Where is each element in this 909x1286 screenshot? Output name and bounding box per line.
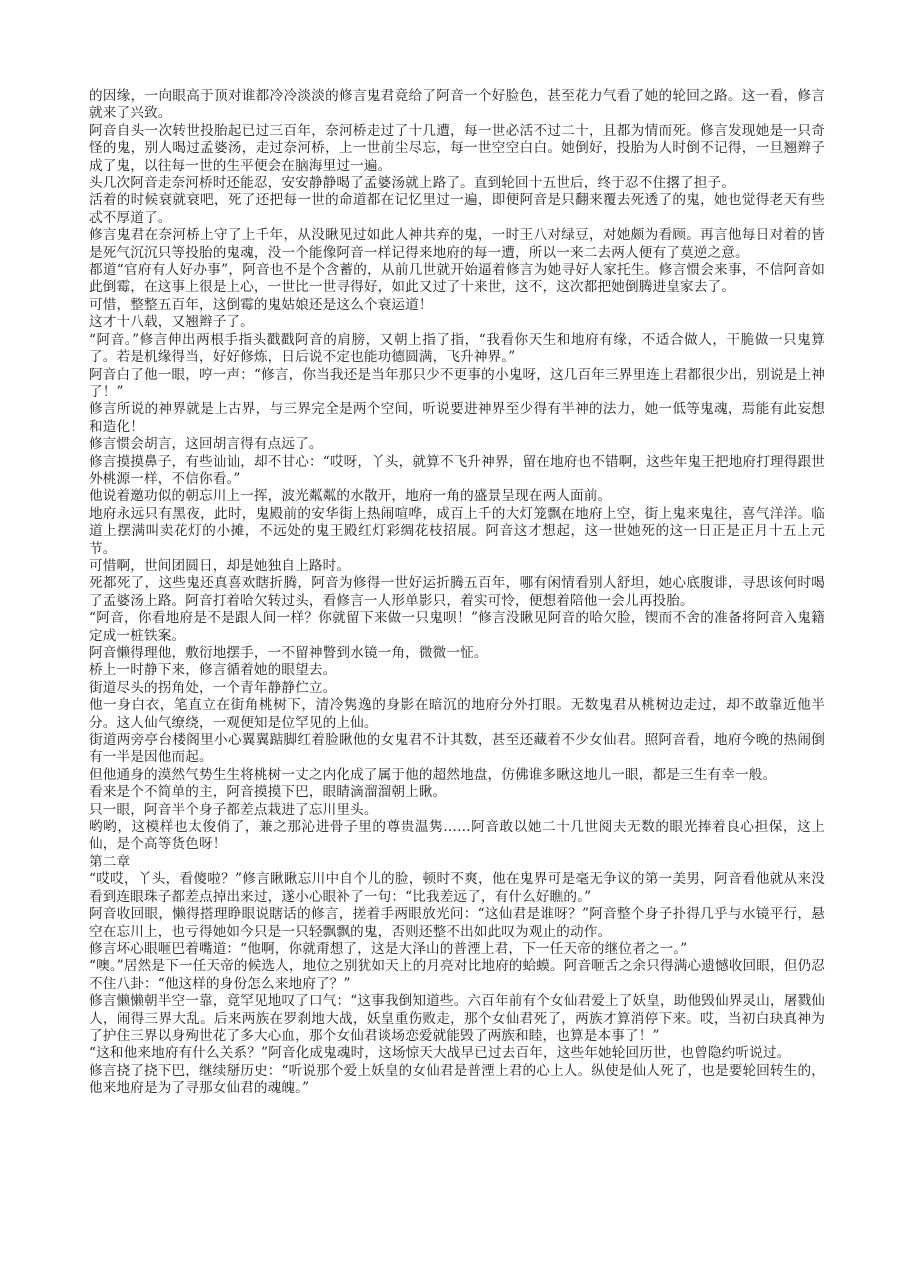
paragraph: 修言坏心眼咂巴着嘴道：“他啊，你就甭想了，这是大泽山的普湮上君，下一任天帝的继位者之一。” bbox=[89, 940, 688, 957]
paragraph: “阿音。”修言伸出两根手指头戳戳阿音的肩膀，又朝上指了指，“我看你天生和地府有缘，不适合做人，干脆做一只鬼算了。若是机缘得当，好好修炼，日后说不定也能功德圆满，飞升神界。” bbox=[89, 331, 825, 366]
paragraph: 修言鬼君在奈河桥上守了上千年，从没瞅见过如此人神共弃的鬼，一时王八对绿豆，对她颇为看顾。再言他每日对着的皆是死气沉沉只等投胎的鬼魂，没一个能像阿音一样记得来地府的每一遭，所以一来二去两人便有了莫逆之意。 bbox=[89, 227, 825, 261]
paragraph: 可惜，整整五百年，这倒霉的鬼姑娘还是这么个衰运道！ bbox=[89, 296, 433, 313]
paragraph: 街道两旁亭台楼阁里小心翼翼踮脚红着脸瞅他的女鬼君不计其数，甚至还藏着不少女仙君。照阿音看，地府今晚的热闹倒有一半是因他而起。 bbox=[89, 732, 825, 766]
document-body bbox=[89, 88, 825, 1098]
paragraph: 阿音自头一次转世投胎起已过三百年，奈河桥走过了十几遭，每一世必活不过二十，且都为情而死。修言发现她是一只奇怪的鬼，别人喝过孟婆汤，走过奈河桥，上一世前尘尽忘，每一世空空白白。她倒好，投胎为人时倒不记得，一旦翘辫子成了鬼，以往每一世的生平便会在脑海里过一遍。 bbox=[89, 122, 825, 174]
paragraph: 街道尽头的拐角处，一个青年静静伫立。 bbox=[89, 679, 337, 696]
paragraph: 死都死了，这些鬼还真喜欢瞎折腾，阿音为修得一世好运折腾五百年，哪有闲情看别人舒坦，她心底腹诽，寻思该何时喝了孟婆汤上路。阿音打着哈欠转过头，看修言一人形单影只，着实可怜，便想着陪他一会儿再投胎。 bbox=[89, 575, 825, 609]
paragraph: 都道“官府有人好办事”，阿音也不是个含蓄的，从前几世就开始逼着修言为她寻好人家托生。修言惯会来事，不信阿音如此倒霉，在这事上很是上心，一世比一世寻得好，如此又过了十来世，这不，这次都把她倒腾进皇家去了。 bbox=[89, 262, 825, 296]
paragraph: 头几次阿音走奈河桥时还能忍，安安静静喝了孟婆汤就上路了。直到轮回十五世后，终于忍不住撂了担子。 bbox=[89, 175, 735, 192]
paragraph: 修言惯会胡言，这回胡言得有点远了。 bbox=[89, 436, 323, 453]
paragraph: “噢。”居然是下一任天帝的候选人，地位之别犹如天上的月亮对比地府的蛤蟆。阿音咂舌之余只得满心遗憾收回眼，但仍忍不住八卦：“他这样的身份怎么来地府了？” bbox=[89, 958, 825, 992]
paragraph: 他一身白衣，笔直立在街角桃树下，清冷隽逸的身影在暗沉的地府分外打眼。无数鬼君从桃树边走过，却不敢靠近他半分。这人仙气缭绕，一观便知是位罕见的上仙。 bbox=[89, 697, 825, 731]
paragraph: 活着的时候衰就衰吧，死了还把每一世的命道都在记忆里过一遍，即便阿音是只翻来覆去死透了的鬼，她也觉得老天有些忒不厚道了。 bbox=[89, 192, 825, 226]
paragraph: 哟哟，这模样也太俊俏了，兼之那沁进骨子里的尊贵温隽……阿音敢以她二十几世阅夫无数的眼光捧着良心担保，这上仙，是个高等货色呀！ bbox=[89, 819, 825, 853]
paragraph: “这和他来地府有什么关系？”阿音化成鬼魂时，这场惊天大战早已过去百年，这些年她轮回历世，也曾隐约听说过。 bbox=[89, 1045, 791, 1062]
paragraph: 只一眼，阿音半个身子都差点栽进了忘川里头。 bbox=[89, 801, 378, 818]
paragraph: 修言摸摸鼻子，有些讪讪，却不甘心：“哎呀，丫头，就算不飞升神界，留在地府也不错啊，这些年鬼王把地府打理得跟世外桃源一样，不信你看。” bbox=[89, 453, 825, 487]
paragraph: 阿音白了他一眼，哼一声：“修言，你当我还是当年那只少不更事的小鬼呀，这几百年三界里连上君都很少出，别说是上神了！” bbox=[89, 366, 825, 400]
paragraph: 地府永远只有黑夜，此时，鬼殿前的安华街上热闹喧哗，成百上千的大灯笼飘在地府上空，街上鬼来鬼往，喜气洋洋。临道上摆满叫卖花灯的小摊，不远处的鬼王殿红灯彩绸花枝招展。阿音这才想起，这一世她死的这一日正是正月十五上元节。 bbox=[89, 505, 825, 557]
paragraph: 阿音懒得理他，敷衍地摆手，一不留神瞥到水镜一角，微微一怔。 bbox=[89, 645, 488, 661]
paragraph: 可惜啊，世间团圆日，却是她独自上路时。 bbox=[89, 557, 351, 574]
paragraph: 修言所说的神界就是上古界，与三界完全是两个空间，听说要进神界至少得有半神的法力，她一低等鬼魂，焉能有此妄想和造化！ bbox=[89, 401, 825, 435]
paragraph: 阿音收回眼，懒得搭理睁眼说瞎话的修言，搓着手两眼放光问：“这仙君是谁呀？”阿音整个身子扑得几乎与水镜平行，悬空在忘川上，也亏得她如今只是一只轻飘飘的鬼，否则还整不出如此叹为观止的动作。 bbox=[89, 906, 825, 940]
paragraph: 修言挠了挠下巴，继续掰历史：“听说那个爱上妖皇的女仙君是普湮上君的心上人。纵使是仙人死了，也是要轮回转生的，他来地府是为了寻那女仙君的魂魄。” bbox=[89, 1062, 825, 1097]
paragraph: 他说着邀功似的朝忘川上一挥，波光粼粼的水散开，地府一角的盛景呈现在两人面前。 bbox=[89, 488, 612, 505]
paragraph: 的因缘，一向眼高于顶对谁都冷冷淡淡的修言鬼君竟给了阿音一个好脸色，甚至花力气看了她的轮回之路。这一看，修言就来了兴致。 bbox=[89, 88, 825, 122]
paragraph: “阿音，你看地府是不是跟人间一样？你就留下来做一只鬼呗！”修言没瞅见阿音的哈欠脸，锲而不舍的准备将阿音入鬼籍定成一桩铁案。 bbox=[89, 610, 825, 644]
paragraph: “哎哎，丫头，看傻啦？”修言瞅瞅忘川中自个儿的脸，顿时不爽，他在鬼界可是毫无争议的第一美男，阿音看他就从来没看到连眼珠子都差点掉出来过，遂小心眼补了一句：“比我差远了，有什么好瞧的。” bbox=[89, 871, 825, 905]
paragraph: 第二章 bbox=[89, 853, 131, 870]
paragraph: 但他通身的漠然气势生生将桃树一丈之内化成了属于他的超然地盘，仿佛谁多瞅这地儿一眼，都是三生有幸一般。 bbox=[89, 766, 777, 783]
paragraph: 这才十八载，又翘辫子了。 bbox=[89, 314, 254, 331]
paragraph: 看来是个不简单的主，阿音摸摸下巴，眼睛滴溜溜朝上瞅。 bbox=[89, 784, 447, 801]
paragraph: 桥上一时静下来，修言循着她的眼望去。 bbox=[89, 662, 337, 679]
paragraph: 修言懒懒朝半空一靠，竟罕见地叹了口气：“这事我倒知道些。六百年前有个女仙君爱上了妖皇，助他毁仙界灵山，屠戮仙人，闹得三界大乱。后来两族在罗刹地大战，妖皇重伤败走，那个女仙君死了，两族才算消停下来。哎，当初白玦真神为了护住三界以身殉世花了多大心血，那个女仙君谈场恋爱就能毁了两族和睦，也算是本事了！” bbox=[89, 993, 825, 1044]
